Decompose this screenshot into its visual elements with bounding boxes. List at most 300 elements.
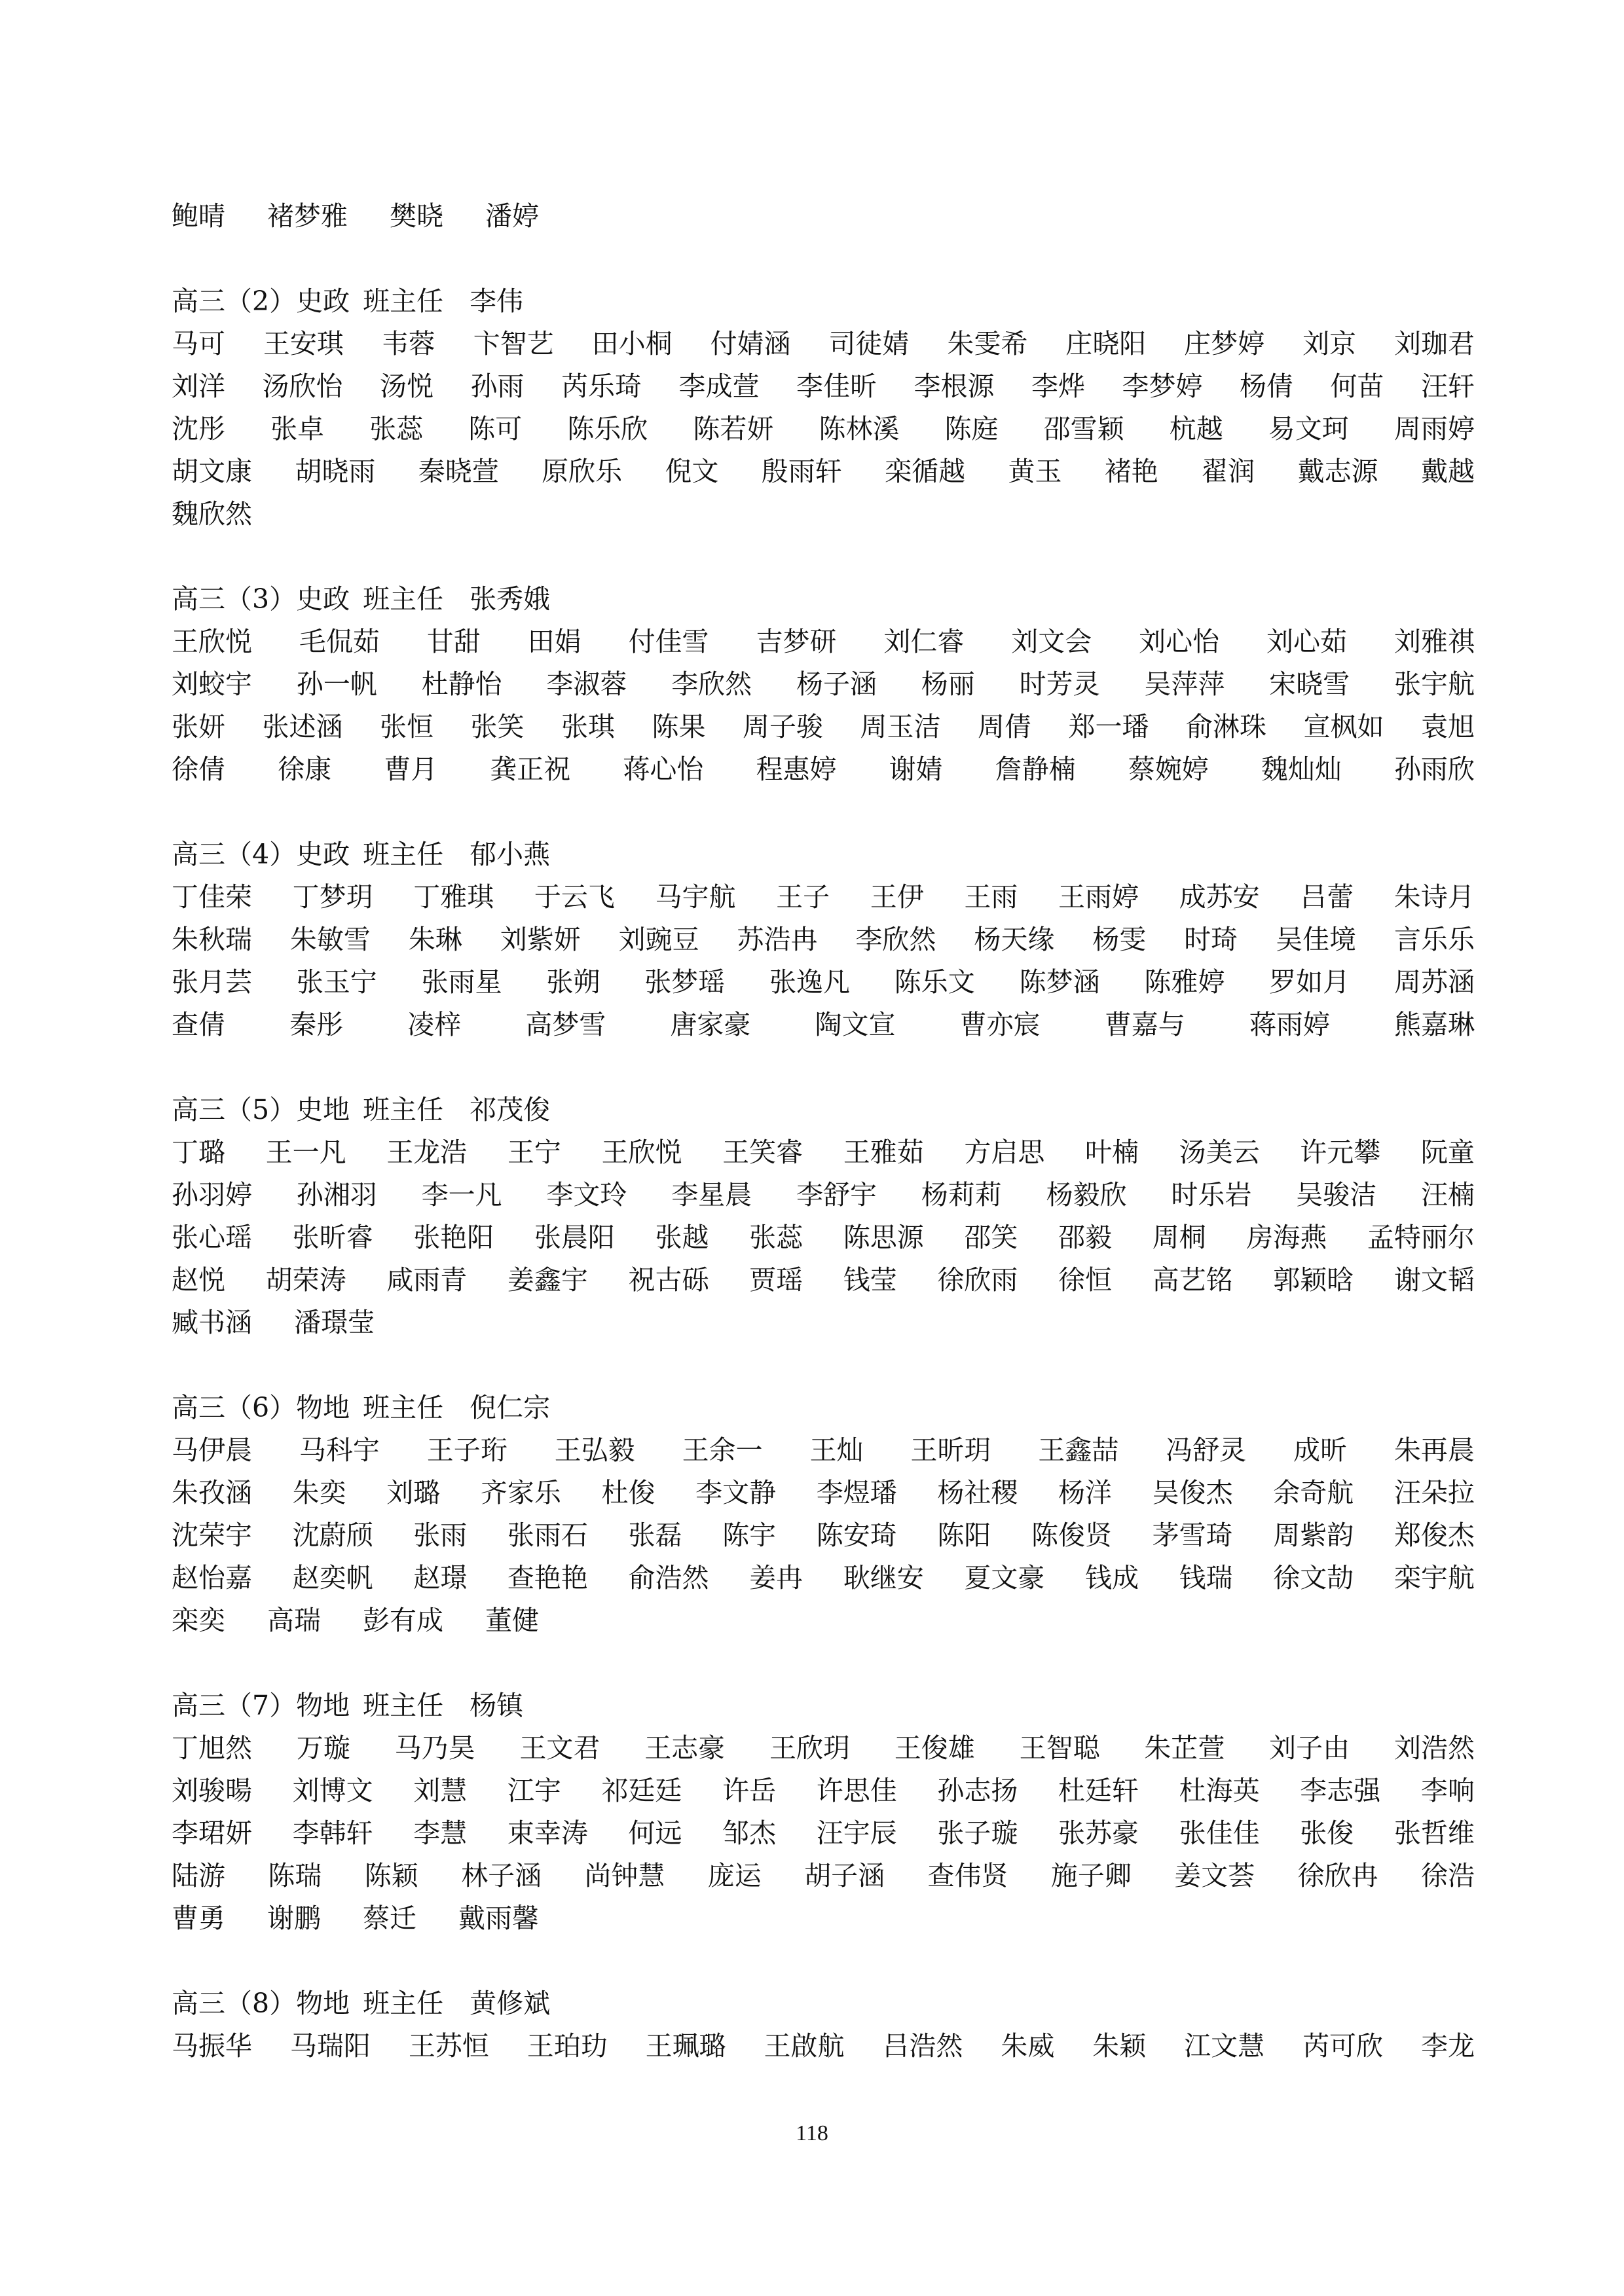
- student-name: 汤美云: [1179, 1137, 1260, 1168]
- student-name: 房海燕: [1246, 1222, 1327, 1253]
- student-name: 杨社稷: [937, 1477, 1018, 1508]
- student-name: 朱再晨: [1393, 1434, 1475, 1466]
- student-name: 张卓: [270, 413, 325, 445]
- student-name: 刘仁睿: [883, 626, 965, 657]
- student-name: 芮可欣: [1302, 2030, 1384, 2062]
- student-name: 刘京: [1302, 328, 1357, 359]
- student-name: 曹勇: [172, 1903, 225, 1934]
- student-name: 李欣然: [855, 924, 936, 955]
- student-name: 马振华: [172, 2030, 252, 2062]
- student-name: 杨洋: [1058, 1477, 1112, 1508]
- teacher-name: 祁茂俊: [470, 1094, 551, 1125]
- student-name: 张蕊: [369, 413, 424, 445]
- student-name: 李佳昕: [796, 371, 877, 402]
- student-name: 张述涵: [262, 711, 343, 742]
- student-name: 杨子涵: [796, 668, 877, 700]
- student-name: 吉梦研: [756, 626, 837, 657]
- student-name: 陈乐欣: [567, 413, 648, 445]
- student-row: [172, 1897, 1475, 1940]
- student-name: 李欣然: [671, 668, 752, 700]
- student-row: [172, 365, 1475, 408]
- student-name: 赵璟: [413, 1562, 468, 1594]
- student-name: 陈果: [652, 711, 706, 742]
- student-name: 栾循越: [885, 456, 966, 487]
- student-name: 谢文韬: [1393, 1264, 1475, 1296]
- student-name: 徐欣雨: [937, 1264, 1018, 1296]
- student-name: 王灿: [809, 1434, 864, 1466]
- student-row: [172, 1259, 1475, 1302]
- student-name: 周玉洁: [860, 711, 941, 742]
- student-name: 俞淋珠: [1186, 711, 1266, 742]
- student-name: 成苏安: [1179, 881, 1260, 913]
- student-name: 程惠婷: [756, 754, 837, 785]
- student-name: 吕蕾: [1300, 881, 1354, 913]
- student-name: 方启思: [964, 1137, 1045, 1168]
- student-name: 栾宇航: [1393, 1562, 1475, 1594]
- student-name: 袁旭: [1421, 711, 1475, 742]
- student-row: [172, 1131, 1475, 1174]
- student-name: 秦彤: [289, 1009, 344, 1040]
- student-name: 江文慧: [1184, 2030, 1265, 2062]
- student-name: 王一凡: [265, 1137, 346, 1168]
- student-name: 秦晓萱: [418, 456, 499, 487]
- student-name: 许岳: [722, 1775, 777, 1806]
- student-name: 张雨: [413, 1520, 468, 1551]
- class-section: [172, 280, 1475, 536]
- student-name: 庞运: [707, 1860, 762, 1891]
- student-name: 时乐岩: [1171, 1179, 1252, 1211]
- student-name: 郑一璠: [1068, 711, 1149, 742]
- student-row: [172, 1514, 1475, 1557]
- student-name: 陈颖: [364, 1860, 418, 1891]
- student-name: 姜文荟: [1174, 1860, 1255, 1891]
- continuation-row: [172, 195, 1475, 238]
- student-name: 查倩: [172, 1009, 225, 1040]
- student-name: 杜廷轩: [1058, 1775, 1139, 1806]
- student-name: 高艺铭: [1152, 1264, 1233, 1296]
- student-name: 王智聪: [1019, 1732, 1100, 1764]
- student-name: 张妍: [172, 711, 225, 742]
- student-name: 魏灿灿: [1261, 754, 1342, 785]
- student-name: 何远: [628, 1817, 682, 1849]
- student-name: 吴佳境: [1276, 924, 1357, 955]
- student-name: 周倩: [978, 711, 1031, 742]
- student-name: 李龙: [1420, 2030, 1475, 2062]
- student-name: 庄梦婷: [1184, 328, 1265, 359]
- student-name: 樊晓: [390, 200, 443, 232]
- student-name: 俞浩然: [628, 1562, 709, 1594]
- student-row: [172, 1429, 1475, 1472]
- student-name: 吕浩然: [882, 2030, 963, 2062]
- role-label: 班主任: [363, 1094, 444, 1125]
- student-name: 付婧涵: [710, 328, 791, 359]
- student-name: 李响: [1420, 1775, 1475, 1806]
- student-name: 曹亦宸: [959, 1009, 1041, 1040]
- student-name: 王宁: [507, 1137, 561, 1168]
- student-name: 时芳灵: [1019, 668, 1100, 700]
- student-name: 胡晓雨: [295, 456, 376, 487]
- student-name: 王子珩: [426, 1434, 507, 1466]
- student-name: 王雨: [964, 881, 1018, 913]
- student-name: 王啟航: [764, 2030, 845, 2062]
- student-name: 叶楠: [1085, 1137, 1139, 1168]
- student-name: 钱成: [1085, 1562, 1139, 1594]
- student-name: 朱奕: [292, 1477, 346, 1508]
- student-row: [172, 408, 1475, 450]
- student-name: 徐文劼: [1273, 1562, 1354, 1594]
- class-section: [172, 1089, 1475, 1344]
- student-name: 钱莹: [843, 1264, 897, 1296]
- student-name: 李志强: [1300, 1775, 1381, 1806]
- student-name: 马可: [172, 328, 225, 359]
- student-name: 张逸凡: [769, 966, 850, 998]
- student-name: 臧书涵: [172, 1307, 252, 1338]
- student-name: 田娟: [527, 626, 581, 657]
- student-name: 陆游: [172, 1860, 225, 1891]
- student-name: 张宇航: [1393, 668, 1475, 700]
- student-name: 张艳阳: [413, 1222, 494, 1253]
- student-name: 王伊: [870, 881, 924, 913]
- student-name: 赵奕帆: [292, 1562, 373, 1594]
- student-name: 刘珈君: [1393, 328, 1475, 359]
- student-name: 蒋雨婷: [1249, 1009, 1330, 1040]
- student-name: 陈俊贤: [1031, 1520, 1112, 1551]
- student-name: 詹静楠: [995, 754, 1076, 785]
- student-name: 冯舒灵: [1166, 1434, 1247, 1466]
- student-name: 刘文会: [1011, 626, 1092, 657]
- student-name: 刘博文: [292, 1775, 373, 1806]
- student-name: 张雨星: [421, 966, 502, 998]
- student-name: 董健: [485, 1605, 539, 1636]
- student-name: 姜鑫宇: [507, 1264, 588, 1296]
- student-name: 朱敏雪: [289, 924, 371, 955]
- student-name: 翟润: [1201, 456, 1255, 487]
- class-header: [172, 578, 1475, 621]
- student-name: 赵怡嘉: [172, 1562, 252, 1594]
- student-name: 孙雨欣: [1393, 754, 1475, 785]
- student-name: 罗如月: [1269, 966, 1350, 998]
- student-name: 杜静怡: [421, 668, 502, 700]
- student-name: 马伊晨: [172, 1434, 252, 1466]
- student-name: 周雨婷: [1393, 413, 1475, 445]
- student-name: 彭有成: [363, 1605, 443, 1636]
- student-name: 王志豪: [644, 1732, 726, 1764]
- student-name: 刘心茹: [1266, 626, 1348, 657]
- student-name: 沈荣宇: [172, 1520, 252, 1551]
- student-name: 蔡婉婷: [1128, 754, 1209, 785]
- student-name: 栾奕: [172, 1605, 225, 1636]
- student-name: 王余一: [682, 1434, 763, 1466]
- student-name: 刘璐: [386, 1477, 441, 1508]
- student-name: 田小桐: [591, 328, 673, 359]
- student-name: 丁璐: [172, 1137, 225, 1168]
- class-name: 高三（5）史地: [172, 1094, 350, 1125]
- student-name: 周子骏: [743, 711, 823, 742]
- teacher-name: 张秀娥: [470, 583, 551, 615]
- student-row: [172, 621, 1475, 663]
- student-name: 刘蛟宇: [172, 668, 252, 700]
- student-row: [172, 706, 1475, 748]
- student-name: 吴萍萍: [1144, 668, 1225, 700]
- student-name: 汤欣怡: [262, 371, 343, 402]
- student-name: 杨毅欣: [1046, 1179, 1127, 1211]
- teacher-name: 杨镇: [470, 1690, 524, 1721]
- section-spacer: [172, 1344, 1475, 1387]
- class-list: [172, 238, 1475, 2068]
- student-name: 王俊雄: [894, 1732, 975, 1764]
- student-name: 何苗: [1330, 371, 1384, 402]
- student-name: 殷雨轩: [761, 456, 842, 487]
- role-label: 班主任: [363, 1392, 444, 1423]
- student-name: 戴志源: [1297, 456, 1378, 487]
- student-row: [172, 1004, 1475, 1046]
- student-name: 王龙浩: [386, 1137, 468, 1168]
- roster-content: [172, 195, 1475, 2068]
- student-name: 杨天缘: [974, 924, 1055, 955]
- student-row: [172, 1174, 1475, 1216]
- student-name: 李烨: [1031, 371, 1085, 402]
- student-name: 贾瑶: [749, 1264, 803, 1296]
- student-name: 耿继安: [843, 1562, 924, 1594]
- student-name: 蒋心怡: [623, 754, 704, 785]
- student-name: 丁佳荣: [172, 881, 252, 913]
- student-name: 朱诗月: [1393, 881, 1475, 913]
- student-name: 王笑睿: [722, 1137, 803, 1168]
- student-name: 孙一帆: [296, 668, 377, 700]
- student-name: 孙雨: [470, 371, 525, 402]
- class-header: [172, 1089, 1475, 1131]
- role-label: 班主任: [363, 285, 444, 317]
- role-label: 班主任: [363, 839, 444, 870]
- student-row: [172, 663, 1475, 706]
- student-name: 沈蔚颀: [292, 1520, 373, 1551]
- class-section: [172, 1685, 1475, 1940]
- student-name: 杜俊: [601, 1477, 655, 1508]
- class-name: 高三（8）物地: [172, 1988, 350, 2019]
- student-name: 朱威: [1001, 2030, 1055, 2062]
- student-name: 张雨石: [507, 1520, 588, 1551]
- student-name: 张晨阳: [534, 1222, 615, 1253]
- student-name: 王安琪: [263, 328, 344, 359]
- student-name: 王雅茹: [843, 1137, 924, 1168]
- student-row: [172, 1557, 1475, 1599]
- student-name: 褚艳: [1104, 456, 1158, 487]
- student-name: 谢婧: [889, 754, 943, 785]
- student-name: 汤悦: [380, 371, 434, 402]
- student-name: 毛侃茹: [299, 626, 380, 657]
- student-name: 刘骏暘: [172, 1775, 252, 1806]
- student-row: [172, 1727, 1475, 1770]
- student-name: 丁雅琪: [413, 881, 494, 913]
- student-name: 祝古砾: [628, 1264, 709, 1296]
- student-name: 陈雅婷: [1144, 966, 1225, 998]
- student-name: 戴越: [1420, 456, 1475, 487]
- student-name: 张笑: [470, 711, 525, 742]
- student-name: 刘浩然: [1393, 1732, 1475, 1764]
- student-name: 李一凡: [421, 1179, 502, 1211]
- student-name: 高梦雪: [525, 1009, 606, 1040]
- student-name: 张月芸: [172, 966, 252, 998]
- student-name: 唐家豪: [670, 1009, 751, 1040]
- student-row: [172, 748, 1475, 791]
- student-name: 褚梦雅: [267, 200, 348, 232]
- student-name: 姜冉: [749, 1562, 803, 1594]
- student-name: 张俊: [1300, 1817, 1354, 1849]
- student-name: 马宇航: [655, 881, 736, 913]
- student-name: 李梦婷: [1122, 371, 1203, 402]
- student-name: 朱琳: [408, 924, 462, 955]
- student-row: [172, 323, 1475, 365]
- student-name: 胡荣涛: [265, 1264, 346, 1296]
- student-name: 张苏豪: [1058, 1817, 1139, 1849]
- student-name: 万璇: [296, 1732, 350, 1764]
- student-name: 陈安琦: [816, 1520, 897, 1551]
- student-name: 陈梦涵: [1019, 966, 1100, 998]
- student-name: 刘豌豆: [618, 924, 699, 955]
- student-name: 李根源: [913, 371, 995, 402]
- class-header: [172, 1982, 1475, 2025]
- student-name: 朱秋瑞: [172, 924, 252, 955]
- student-row: [172, 876, 1475, 919]
- teacher-name: 黄修斌: [470, 1988, 551, 2019]
- student-name: 孙志扬: [937, 1775, 1018, 1806]
- student-name: 倪文: [665, 456, 719, 487]
- student-name: 胡子涵: [804, 1860, 885, 1891]
- student-name: 张佳佳: [1179, 1817, 1260, 1849]
- student-name: 易文珂: [1268, 413, 1349, 445]
- class-name: 高三（3）史政: [172, 583, 350, 615]
- student-name: 施子卿: [1050, 1860, 1132, 1891]
- teacher-name: 郁小燕: [470, 839, 551, 870]
- student-name: 吴骏洁: [1296, 1179, 1377, 1211]
- student-row: [172, 1472, 1475, 1514]
- student-name: 龚正祝: [490, 754, 571, 785]
- student-name: 张琪: [561, 711, 615, 742]
- student-name: 王珮璐: [645, 2030, 726, 2062]
- student-name: 陈庭: [944, 413, 999, 445]
- student-name: 赵悦: [172, 1264, 225, 1296]
- student-name: 王昕玥: [910, 1434, 991, 1466]
- class-header: [172, 280, 1475, 323]
- student-name: 陈宇: [722, 1520, 777, 1551]
- student-name: 鲍晴: [172, 200, 225, 232]
- student-name: 沈彤: [172, 413, 225, 445]
- student-name: 刘雅祺: [1393, 626, 1475, 657]
- student-name: 张越: [655, 1222, 709, 1253]
- section-spacer: [172, 791, 1475, 833]
- student-name: 宣枫如: [1303, 711, 1384, 742]
- student-name: 张磊: [628, 1520, 682, 1551]
- student-name: 张子璇: [937, 1817, 1018, 1849]
- student-name: 汪楠: [1420, 1179, 1475, 1211]
- student-name: 李文静: [695, 1477, 777, 1508]
- student-name: 周苏涵: [1393, 966, 1475, 998]
- student-name: 林子涵: [461, 1860, 542, 1891]
- student-name: 司徒婧: [828, 328, 910, 359]
- student-name: 熊嘉琳: [1393, 1009, 1475, 1040]
- student-name: 李慧: [413, 1817, 468, 1849]
- student-name: 陈若妍: [693, 413, 774, 445]
- student-name: 张蕊: [749, 1222, 803, 1253]
- student-name: 刘心怡: [1139, 626, 1220, 657]
- student-name: 朱颖: [1092, 2030, 1147, 2062]
- student-name: 马科宇: [299, 1434, 380, 1466]
- student-row: [172, 1302, 1475, 1344]
- student-name: 尚钟慧: [584, 1860, 665, 1891]
- student-name: 江宇: [507, 1775, 561, 1806]
- class-header: [172, 1387, 1475, 1429]
- student-name: 刘子由: [1269, 1732, 1350, 1764]
- student-name: 李成萱: [678, 371, 760, 402]
- student-name: 咸雨青: [386, 1264, 468, 1296]
- class-section: [172, 833, 1475, 1046]
- student-name: 王欣玥: [769, 1732, 850, 1764]
- student-name: 陈思源: [843, 1222, 924, 1253]
- student-name: 查艳艳: [507, 1562, 588, 1594]
- student-name: 陈阳: [937, 1520, 991, 1551]
- student-name: 戴雨馨: [458, 1903, 539, 1934]
- student-row: [172, 2025, 1475, 2068]
- student-name: 邹杰: [722, 1817, 777, 1849]
- student-name: 李舒宇: [796, 1179, 877, 1211]
- student-name: 陈林溪: [819, 413, 900, 445]
- student-name: 徐浩: [1420, 1860, 1475, 1891]
- student-name: 吴俊杰: [1152, 1477, 1233, 1508]
- student-name: 甘甜: [426, 626, 481, 657]
- student-row: [172, 1216, 1475, 1259]
- student-name: 曹嘉与: [1104, 1009, 1185, 1040]
- section-spacer: [172, 536, 1475, 578]
- class-name: 高三（6）物地: [172, 1392, 350, 1423]
- section-spacer: [172, 1046, 1475, 1089]
- student-name: 束幸涛: [507, 1817, 588, 1849]
- student-name: 马乃昊: [394, 1732, 475, 1764]
- student-name: 杨丽: [921, 668, 975, 700]
- student-name: 潘璟莹: [294, 1307, 375, 1338]
- student-name: 周紫韵: [1273, 1520, 1354, 1551]
- student-name: 陈可: [468, 413, 523, 445]
- student-name: 蔡迁: [363, 1903, 416, 1934]
- student-name: 杨莉莉: [921, 1179, 1002, 1211]
- student-name: 邵毅: [1058, 1222, 1112, 1253]
- class-section: [172, 1387, 1475, 1642]
- student-name: 王苏恒: [408, 2030, 489, 2062]
- class-name: 高三（4）史政: [172, 839, 350, 870]
- student-name: 郭颖晗: [1273, 1264, 1354, 1296]
- student-name: 王珀玏: [526, 2030, 608, 2062]
- student-name: 许思佳: [816, 1775, 897, 1806]
- student-name: 张朔: [546, 966, 600, 998]
- teacher-name: 倪仁宗: [470, 1392, 551, 1423]
- page-number: 118: [796, 2121, 828, 2145]
- student-row: [172, 493, 1475, 536]
- role-label: 班主任: [363, 583, 444, 615]
- student-name: 汪轩: [1421, 371, 1475, 402]
- student-name: 杨雯: [1092, 924, 1147, 955]
- student-name: 夏文豪: [964, 1562, 1045, 1594]
- student-name: 朱孜涵: [172, 1477, 252, 1508]
- student-name: 杜海英: [1179, 1775, 1260, 1806]
- student-row: [172, 1855, 1475, 1897]
- student-name: 刘慧: [413, 1775, 468, 1806]
- class-section: [172, 1982, 1475, 2068]
- student-name: 张梦瑶: [644, 966, 726, 998]
- student-name: 张心瑶: [172, 1222, 252, 1253]
- student-name: 时琦: [1184, 924, 1238, 955]
- student-name: 阮童: [1420, 1137, 1475, 1168]
- student-name: 张玉宁: [296, 966, 377, 998]
- student-name: 孙湘羽: [296, 1179, 377, 1211]
